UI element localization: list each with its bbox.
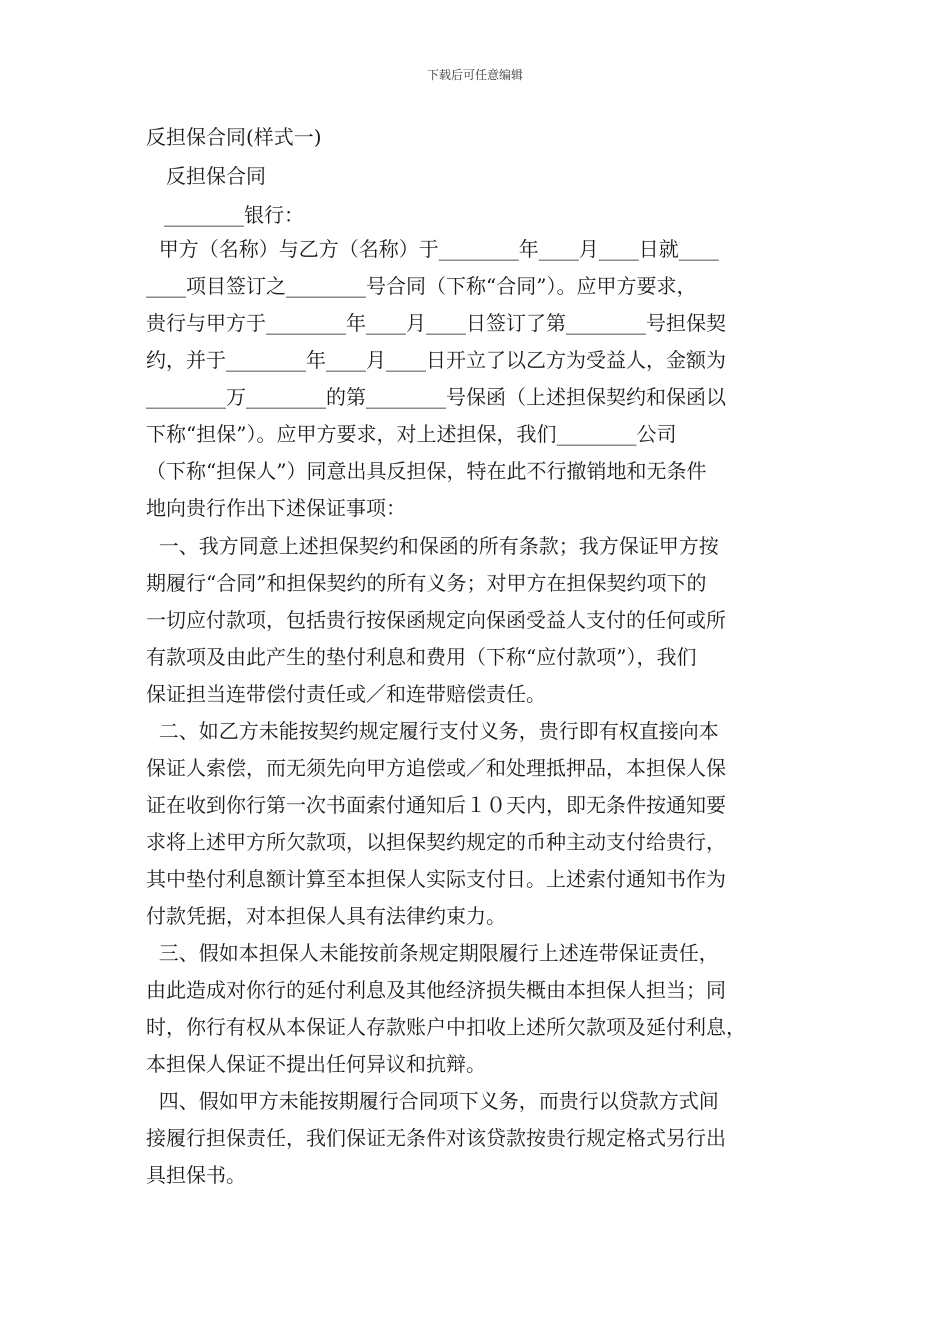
paragraph-clause-3 (146, 935, 826, 1083)
contract-heading: 反担保合同 (166, 164, 266, 188)
paragraph-clause-2 (146, 713, 826, 935)
text-line: ________万________的第________号保函（上述担保契约和保函以 (146, 385, 726, 409)
text-line: 付款凭据，对本担保人具有法律约束力。 (146, 904, 506, 928)
text-line: 一切应付款项，包括贵行按保函规定向保函受益人支付的任何或所 (146, 608, 726, 632)
text-line: 四、假如甲方未能按期履行合同项下义务，而贵行以贷款方式间 (146, 1089, 719, 1113)
text-line: 证在收到你行第一次书面索付通知后１０天内，即无条件按通知要 (146, 793, 726, 817)
text-line: 三、假如本担保人未能按前条规定期限履行上述连带保证责任， (146, 941, 719, 965)
paragraph-clause-4 (146, 1083, 826, 1194)
text-line: 保证担当连带偿付责任或／和连带赔偿责任。 (146, 682, 546, 706)
text-line: 接履行担保责任，我们保证无条件对该贷款按贵行规定格式另行出 (146, 1126, 726, 1150)
text-line: 由此造成对你行的延付利息及其他经济损失概由本担保人担当；同 (146, 978, 726, 1002)
page-header: 下载后可任意编辑 (426, 68, 523, 82)
text-line: 期履行“合同”和担保契约的所有义务；对甲方在担保契约项下的 (146, 571, 707, 595)
paragraph-clause-1 (146, 528, 826, 713)
text-line: 其中垫付利息额计算至本担保人实际支付日。上述索付通知书作为 (146, 867, 726, 891)
text-line: 下称“担保”）。应甲方要求，对上述担保，我们________公司 (146, 422, 677, 446)
text-line: ____项目签订之________号合同（下称“合同”）。应甲方要求， (146, 274, 697, 298)
salutation-bank: ________银行： (164, 203, 304, 227)
paragraph-preamble (146, 231, 826, 527)
text-line: 二、如乙方未能按契约规定履行支付义务，贵行即有权直接向本 (146, 719, 719, 743)
text-line: 有款项及由此产生的垫付利息和费用（下称“应付款项”），我们 (146, 645, 697, 669)
text-line: 保证人索偿，而无须先向甲方追偿或／和处理抵押品，本担保人保 (146, 756, 726, 780)
text-line: 甲方（名称）与乙方（名称）于________年____月____日就____ (146, 237, 719, 261)
text-line: 地向贵行作出下述保证事项： (146, 496, 406, 520)
text-line: 本担保人保证不提出任何异议和抗辩。 (146, 1052, 486, 1076)
text-line: 贵行与甲方于________年____月____日签订了第________号担保契 (146, 311, 726, 335)
text-line: 约，并于________年____月____日开立了以乙方为受益人，金额为 (146, 348, 726, 372)
text-line: 求将上述甲方所欠款项，以担保契约规定的币种主动支付给贵行， (146, 830, 726, 854)
text-line: 具担保书。 (146, 1163, 246, 1187)
text-line: 一、我方同意上述担保契约和保函的所有条款；我方保证甲方按 (146, 534, 719, 558)
text-line: 时，你行有权从本保证人存款账户中扣收上述所欠款项及延付利息， (146, 1015, 746, 1039)
text-line: （下称“担保人”）同意出具反担保，特在此不行撤销地和无条件 (146, 459, 707, 483)
document-title: 反担保合同(样式一) (146, 125, 322, 149)
